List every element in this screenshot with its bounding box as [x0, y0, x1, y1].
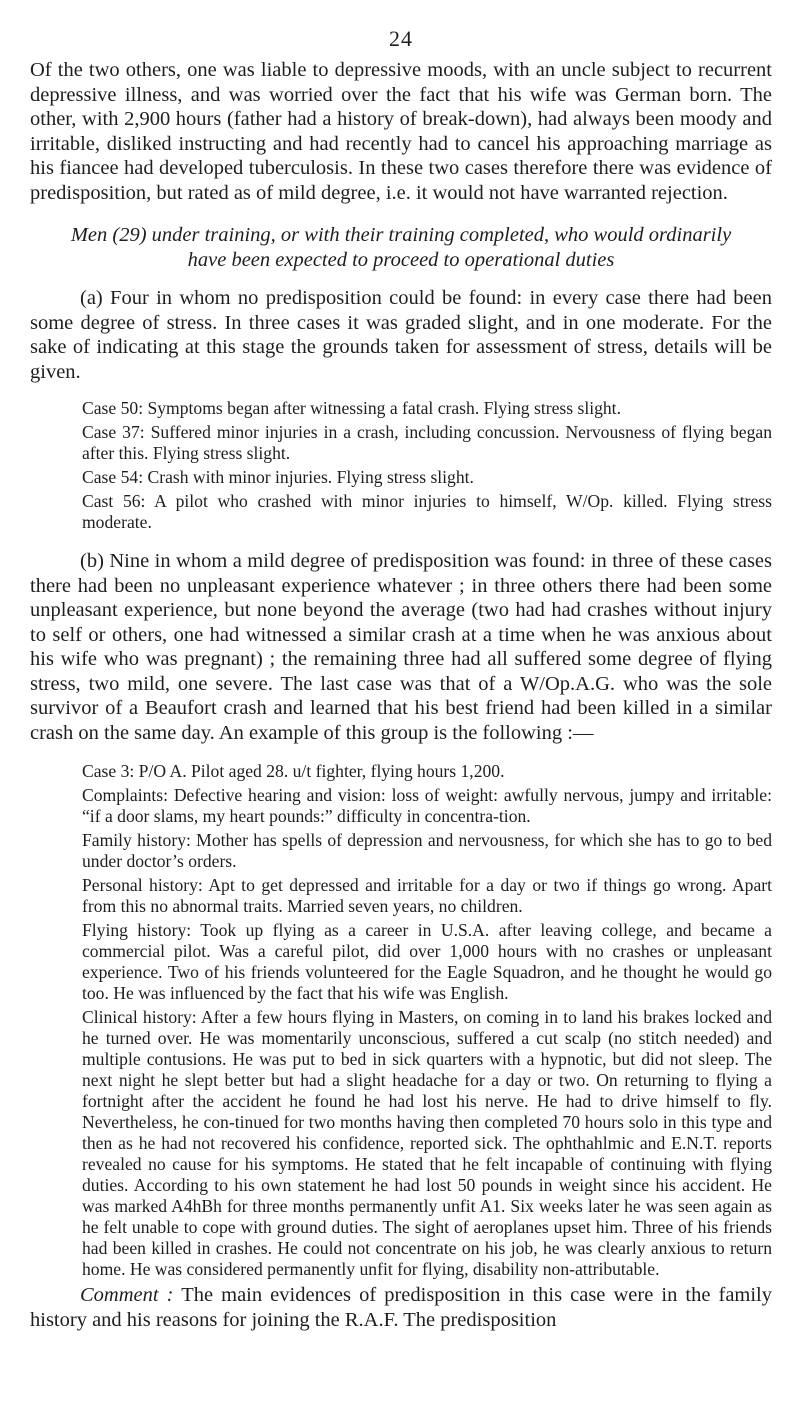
case-3-block — [82, 761, 772, 1280]
case-3-header: Case 3: P/O A. Pilot aged 28. u/t fighter, flying hours 1,200. — [82, 761, 505, 781]
group-a-case-list — [82, 398, 772, 533]
comment-label: Comment : — [80, 1284, 174, 1306]
group-b-paragraph: (b) Nine in whom a mild degree of predisposition was found: in three of these cases there had been no unpleasant experience whatever ; in three others there had been some unpleasant experience, but none beyond the average (two had had crashes without injury to self or others, one had witnessed a similar crash at a time when he was anxious about his wife who was pregnant) ; the remaining three had all suffered some degree of flying stress, two mild, one severe. The last case was that of a W/Op.A.G. who was the sole survivor of a Beaufort crash and learned that his best friend had been killed in a similar crash on the same day. An example of this group is the following :— — [30, 550, 772, 744]
page-number: 24 — [389, 26, 413, 51]
case-3-family-history: Family history: Mother has spells of depression and nervousness, for which she has to go to bed under doctor’s orders. — [82, 830, 772, 871]
case-3-complaints: Complaints: Defective hearing and vision: loss of weight: awfully nervous, jumpy and irritable: “if a door slams, my heart pounds:” difficulty in concentra-tion. — [82, 785, 772, 826]
case-54-entry: Case 54: Crash with minor injuries. Flying stress slight. — [82, 467, 474, 487]
section-heading: Men (29) under training, or with their training completed, who would ordinarily have been expected to proceed to operational duties — [70, 224, 732, 271]
comment-paragraph — [30, 1283, 772, 1332]
case-56-entry: Cast 56: A pilot who crashed with minor injuries to himself, W/Op. killed. Flying stress moderate. — [82, 491, 772, 532]
case-50-entry: Case 50: Symptoms began after witnessing a fatal crash. Flying stress slight. — [82, 398, 621, 418]
case-37-entry: Case 37: Suffered minor injuries in a crash, including concussion. Nervousness of flying began after this. Flying stress slight. — [82, 422, 772, 463]
case-3-personal-history: Personal history: Apt to get depressed and irritable for a day or two if things go wrong. Apart from this no abnormal traits. Married seven years, no children. — [82, 875, 772, 916]
case-3-flying-history: Flying history: Took up flying as a career in U.S.A. after leaving college, and became a commercial pilot. Was a careful pilot, did over 1,000 hours with no crashes or unpleasant experience. Two of his friends volunteered for the Eagle Squadron, and he thought he would go too. He was influenced by the fact that his wife was English. — [82, 920, 772, 1003]
case-3-clinical-history: Clinical history: After a few hours flying in Masters, on coming in to land his brakes locked and he turned over. He was momentarily unconscious, suffered a cut scalp (no stitch needed) and multiple contusions. He was put to bed in sick quarters with a hypnotic, but did not sleep. The next night he slept better but had a slight headache for a day or two. On returning to flying a fortnight after the accident he found he had lost his nerve. He had to drive himself to fly. Nevertheless, he con-tinued for two months having then completed 70 hours solo in this type and then as he had not recovered his confidence, reported sick. The ophthahlmic and E.N.T. reports revealed no cause for his symptoms. He stated that he felt incapable of continuing with flying duties. According to his own statement he had lost 50 pounds in weight since his accident. He was marked A4hBh for three months permanently unfit A1. Six weeks later he was seen again as he felt unable to cope with ground duties. The sight of aeroplanes upset him. Three of his friends had been killed in crashes. He could not concentrate on his job, he was clearly anxious to return home. He was considered permanently unfit for flying, disability non-attributable. — [82, 1007, 772, 1279]
comment-text: The main evidences of predisposition in this case were in the family history and his reasons for joining the R.A.F. The predisposition — [30, 1284, 773, 1331]
group-a-paragraph: (a) Four in whom no predisposition could be found: in every case there had been some degree of stress. In three cases it was graded slight, and in one moderate. For the sake of indicating at this stage the grounds taken for assessment of stress, details will be given. — [30, 287, 772, 383]
intro-paragraph: Of the two others, one was liable to depressive moods, with an uncle subject to recurrent depressive illness, and was worried over the fact that his wife was German born. The other, with 2,900 hours (father had a history of break-down), had always been moody and irritable, disliked instructing and had recently had to cancel his approaching marriage as his fiancee had developed tuberculosis. In these two cases therefore there was evidence of predisposition, but rated as of mild degree, i.e. it would not have warranted rejection. — [30, 59, 772, 204]
